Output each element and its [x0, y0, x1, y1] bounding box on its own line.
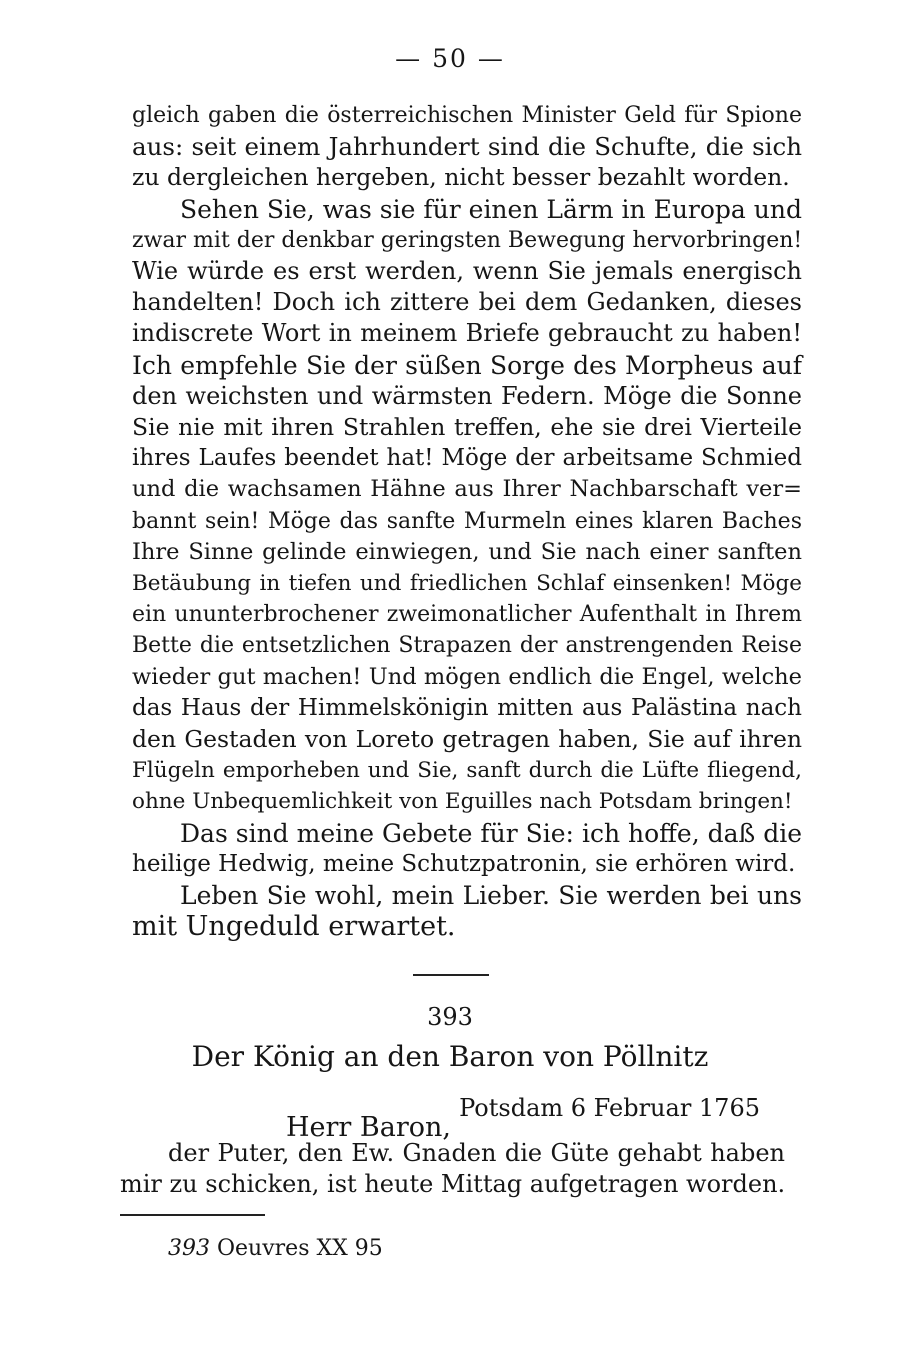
- text-line: handelten! Doch ich zittere bei dem Gedanken, dieses: [132, 288, 802, 317]
- letter-title: Der König an den Baron von Pöllnitz: [191, 1040, 709, 1073]
- text-line: Sie nie mit ihren Strahlen treffen, ehe sie drei Vierteile: [132, 413, 802, 442]
- text-line: Sehen Sie, was sie für einen Lärm in Europa und: [180, 194, 802, 224]
- text-line: Das sind meine Gebete für Sie: ich hoffe, daß die: [180, 818, 802, 848]
- text-line: ihres Laufes beendet hat! Möge der arbeitsame Schmied: [132, 445, 802, 472]
- text-line: zu dergleichen hergeben, nicht besser bezahlt worden.: [132, 163, 790, 192]
- text-line: den weichsten und wärmsten Federn. Möge die Sonne: [132, 381, 802, 410]
- text-line: Wie würde es erst werden, wenn Sie jemals energisch: [132, 257, 802, 286]
- letter-number: 393: [427, 1003, 473, 1031]
- letter-salutation: Herr Baron,: [286, 1112, 451, 1143]
- footnote: [168, 1236, 383, 1261]
- section-divider: [413, 974, 489, 976]
- text-line: ohne Unbequemlichkeit von Eguilles nach Potsdam bringen!: [132, 789, 793, 815]
- text-line: Leben Sie wohl, mein Lieber. Sie werden bei uns: [180, 881, 802, 911]
- footnote-number: 393: [168, 1236, 210, 1261]
- text-line: Flügeln emporheben und Sie, sanft durch die Lüfte fliegend,: [132, 758, 802, 784]
- footnote-text: Oeuvres XX 95: [217, 1236, 383, 1261]
- text-line: Bette die entsetzlichen Strapazen der anstrengenden Reise: [132, 633, 802, 659]
- text-line: der Puter, den Ew. Gnaden die Güte gehabt haben: [168, 1139, 785, 1167]
- text-line: Ihre Sinne gelinde einwiegen, und Sie nach einer sanften: [132, 538, 802, 565]
- text-line: aus: seit einem Jahrhundert sind die Schufte, die sich: [132, 132, 802, 162]
- text-line: das Haus der Himmelskönigin mitten aus Palästina nach: [132, 694, 802, 721]
- text-line: zwar mit der denkbar geringsten Bewegung hervorbringen!: [132, 227, 803, 253]
- letter-392-text: [132, 100, 802, 942]
- text-line: mit Ungeduld erwartet.: [132, 911, 456, 943]
- text-line: und die wachsamen Hähne aus Ihrer Nachbarschaft ver=: [132, 476, 802, 503]
- text-line: gleich gaben die österreichischen Minister Geld für Spione: [132, 103, 802, 128]
- text-line: indiscrete Wort in meinem Briefe gebraucht zu haben!: [132, 319, 802, 348]
- page-number: — 50 —: [395, 44, 505, 73]
- text-line: wieder gut machen! Und mögen endlich die Engel, welche: [132, 663, 802, 690]
- letter-dateline: Potsdam 6 Februar 1765: [459, 1094, 760, 1122]
- text-line: den Gestaden von Loreto getragen haben, Sie auf ihren: [132, 725, 802, 754]
- letter-393-text: [120, 1138, 785, 1200]
- text-line: Ich empfehle Sie der süßen Sorge des Morpheus auf: [132, 350, 802, 380]
- text-line: ein ununterbrochener zweimonatlicher Aufenthalt in Ihrem: [132, 602, 802, 628]
- footnote-divider: [120, 1214, 265, 1216]
- text-line: bannt sein! Möge das sanfte Murmeln eines klaren Baches: [132, 508, 802, 534]
- text-line: heilige Hedwig, meine Schutzpatronin, sie erhören wird.: [132, 850, 796, 877]
- text-line: mir zu schicken, ist heute Mittag aufgetragen worden.: [120, 1170, 786, 1198]
- text-line: Betäubung in tiefen und friedlichen Schlaf einsenken! Möge: [132, 571, 802, 597]
